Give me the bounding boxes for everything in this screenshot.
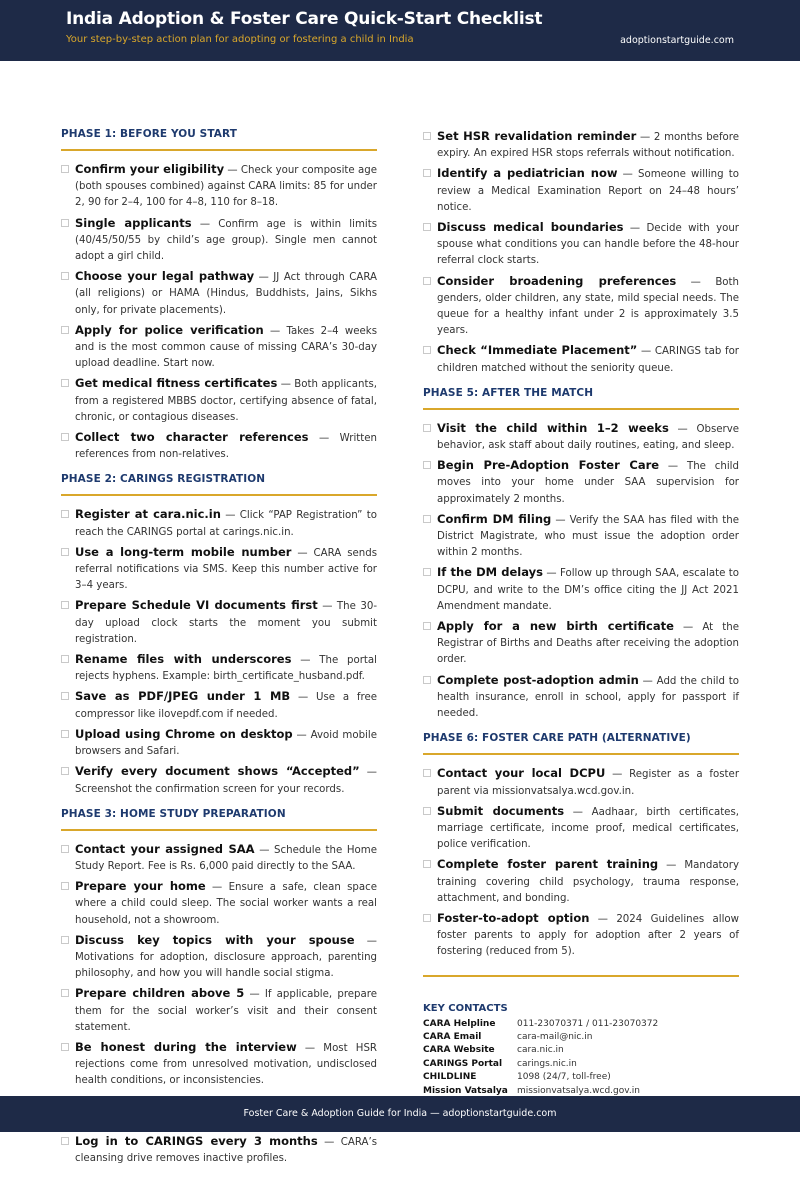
contact-row [423,1018,739,1031]
item-dash: — [668,423,697,435]
phase-title: PHASE 2: CARINGS REGISTRATION [61,473,377,496]
checkbox[interactable] [423,277,431,285]
checkbox[interactable] [423,132,431,140]
checklist-item [423,672,739,723]
item-text: Most HSR rejections come from unresolved motivation, undisclosed health conditions, or inconsistencies. [75,1042,378,1087]
item-dash: — [659,461,687,473]
item-dash: — [317,1136,341,1148]
contact-label: CARA Email [423,1031,482,1042]
item-text: Schedule the Home Study Report. Fee is Rs. 6,000 paid directly to the SAA. [75,844,377,872]
checkbox[interactable] [423,223,431,231]
item-dash: — [191,218,219,230]
phase-title: PHASE 6: FOSTER CARE PATH (ALTERNATIVE) [423,732,739,755]
phase-section [423,387,739,722]
checklist-item [423,219,739,270]
item-dash: — [359,767,377,779]
contact-value[interactable]: 1098 (24/7, toll-free) [517,1072,611,1083]
checklist-item [61,763,377,797]
item-text: The 30-day upload clock starts the moment you submit registration. [75,601,377,645]
item-lead: Register at cara.nic.in [75,507,221,522]
checkbox[interactable] [423,346,431,354]
checkbox[interactable] [61,219,69,227]
item-dash: — [244,989,265,1001]
checkbox[interactable] [61,882,69,890]
item-lead: Consider broadening preferences [437,273,677,288]
contact-value[interactable]: cara-mail@nic.in [517,1031,593,1042]
checklist-item [61,1039,377,1090]
item-text: Register as a foster parent via missionvatsalya.wcd.gov.in. [437,769,740,797]
checklist-item [423,765,739,799]
item-lead: Set HSR revalidation reminder [437,129,637,143]
item-text: CARA’s cleansing drive removes inactive profiles. [75,1136,377,1164]
checklist-item [61,651,377,685]
checklist-item [61,841,377,875]
item-text: Written references from non-relatives. [75,433,377,461]
contact-label: CHILDLINE [423,1072,477,1083]
item-lead: Discuss medical boundaries [437,220,624,235]
item-dash: — [636,132,654,143]
item-lead: Save as PDF/JPEG under 1 MB [75,689,291,704]
checkbox[interactable] [423,769,431,777]
left-column [61,128,377,1177]
checklist-item [61,878,377,929]
item-text: At the Registrar of Births and Deaths after receiving the adoption order. [437,622,740,666]
item-lead: Get medical fitness certificates [75,376,278,391]
item-dash: — [254,272,274,284]
item-lead: Prepare Schedule VI documents first [75,598,318,613]
item-lead: Confirm DM filing [437,511,552,526]
checklist-item [61,215,377,266]
contact-value[interactable]: cara.nic.in [517,1045,564,1056]
footer-text: Foster Care & Adoption Guide for India — adoptionstartguide.com [243,1108,557,1119]
checkbox[interactable] [61,548,69,556]
item-lead: Check “Immediate Placement” [437,343,638,358]
checklist-item [423,511,739,562]
checklist-item [423,457,739,508]
checkbox[interactable] [61,845,69,853]
item-text: Follow up through SAA, escalate to DCPU, and write to the DM’s office citing the JJ Act 2021 Amendment mandate. [437,568,739,612]
item-text: Mandatory training covering child psychology, trauma response, attachment, and bonding. [437,860,740,904]
item-text: Use a free compressor like ilovepdf.com if needed. [75,692,377,720]
checklist-item [61,1133,377,1167]
item-dash: — [277,379,295,391]
item-dash: — [292,729,311,741]
item-text: Motivations for adoption, disclosure approach, parenting philosophy, and how you will handle social stigma. [75,951,377,980]
item-lead: Prepare your home [75,879,206,894]
item-text: Both genders, older children, any state, mild special needs. The queue for a healthy infant under 2 is approximately 3.5 years. [437,276,739,337]
checklist-item [423,618,739,669]
checkbox[interactable] [423,914,431,922]
item-lead: Contact your local DCPU [437,766,606,781]
checklist-item [61,726,377,760]
item-text: Check your composite age (both spouses combined) against CARA limits: 85 for under 2, 90 for 2–4, 100 for 4–8, 110 for 8–18. [75,165,377,209]
item-lead: If the DM delays [437,565,543,580]
checklist-item [61,161,377,212]
checkbox[interactable] [423,515,431,523]
item-text: 2024 Guidelines allow foster parents to apply for adoption after 2 years of fostering (reduced from 5). [437,913,739,958]
contact-label: Mission Vatsalya [423,1085,508,1096]
item-text: Both applicants, from a registered MBBS doctor, certifying absence of fatal, chronic, or contagious diseases. [75,379,377,423]
item-lead: Complete post-adoption admin [437,672,639,687]
checkbox[interactable] [423,568,431,576]
checkbox[interactable] [423,807,431,815]
item-dash: — [617,169,639,181]
item-text: Someone willing to review a Medical Examination Report on 24–48 hours’ notice. [437,169,739,213]
checkbox[interactable] [61,936,69,944]
checklist-item [61,506,377,540]
checkbox[interactable] [61,1137,69,1145]
item-lead: Log in to CARINGS every 3 months [75,1133,318,1148]
contact-label: CARA Website [423,1045,495,1056]
checklist-item [61,268,377,319]
checklist-item [61,985,377,1036]
item-dash: — [623,223,647,235]
item-text: Ensure a safe, clean space where a child could sleep. The social worker wants a real household, not a showroom. [75,882,377,926]
checklist-item [423,128,739,162]
phase-section [61,808,377,1090]
checkbox[interactable] [61,655,69,663]
item-lead: Confirm your eligibility [75,162,225,176]
page-title: India Adoption & Foster Care Quick-Start Checklist [66,9,543,29]
item-dash: — [317,601,337,613]
checkbox[interactable] [61,510,69,518]
item-text: The portal rejects hyphens. Example: birth_certificate_husband.pdf. [75,655,377,683]
item-text: 2 months before expiry. An expired HSR stops referrals without notification. [437,132,740,160]
item-dash: — [638,675,657,687]
item-text: Takes 2–4 weeks and is the most common cause of missing CARA’s 30-day upload deadline. Start now. [75,325,378,370]
contact-row [423,1071,739,1084]
item-lead: Rename files with underscores [75,652,292,667]
key-contacts [423,977,739,1098]
phase-title: PHASE 1: BEFORE YOU START [61,128,377,151]
right-column [423,128,739,1118]
checklist-item [61,429,377,463]
checkbox[interactable] [61,692,69,700]
item-text: Screenshot the confirmation screen for your records. [75,783,345,795]
checkbox[interactable] [423,676,431,684]
item-dash: — [589,913,617,925]
item-lead: Apply for police verification [75,322,264,337]
item-lead: Foster-to-adopt option [437,910,590,925]
checkbox[interactable] [61,379,69,387]
item-text: Confirm age is within limits (40/45/50/55 by child’s age group). Single men cannot adopt a girl child. [75,218,378,263]
contacts-title: KEY CONTACTS [423,1002,508,1014]
item-lead: Begin Pre-Adoption Foster Care [437,458,660,473]
item-text: Observe behavior, ask staff about daily routines, eating, and sleep. [437,423,739,452]
checkbox[interactable] [61,1043,69,1051]
item-dash: — [542,568,560,580]
header-site-link[interactable]: adoptionstartguide.com [620,35,734,46]
page-footer [0,1096,800,1132]
contact-value[interactable]: carings.nic.in [517,1058,577,1069]
checklist-item [423,342,739,376]
page-header [0,0,800,61]
item-dash: — [290,692,316,704]
contacts-list [423,1018,739,1098]
checklist-item [423,910,739,961]
item-lead: Discuss key topics with your spouse [75,932,355,947]
item-text: Add the child to health insurance, enroll in school, apply for passport if needed. [437,675,740,720]
checklist-item [61,544,377,595]
contact-value[interactable]: 011-23070371 / 011-23070372 [517,1018,659,1029]
checklist-item [61,375,377,426]
item-lead: Choose your legal pathway [75,269,255,284]
phase-section [61,128,377,463]
checklist-item [61,688,377,722]
checkbox[interactable] [61,989,69,997]
checkbox[interactable] [61,326,69,334]
item-dash: — [205,882,229,894]
item-dash: — [551,514,570,526]
checkbox[interactable] [61,767,69,775]
phase-section [423,732,739,960]
item-lead: Verify every document shows “Accepted” [75,764,360,779]
item-lead: Complete foster parent training [437,857,659,872]
phase-section [423,128,739,377]
item-lead: Use a long-term mobile number [75,544,292,559]
item-lead: Submit documents [437,803,565,818]
item-text: Avoid mobile browsers and Safari. [75,729,377,758]
item-dash: — [308,433,340,445]
item-lead: Identify a pediatrician now [437,166,618,181]
checkbox[interactable] [61,601,69,609]
item-dash: — [354,935,377,947]
checklist-item [423,564,739,615]
phase-section [61,473,377,797]
item-lead: Single applicants [75,215,192,230]
checklist-item [61,322,377,373]
item-text: Decide with your spouse what conditions you can handle before the 48-hour referral clock starts. [437,223,739,267]
item-text: The child moves into your home under SAA supervision for approximately 2 months. [437,461,739,505]
checkbox[interactable] [61,433,69,441]
right-phases [423,128,739,961]
item-lead: Visit the child within 1–2 weeks [437,420,669,435]
checkbox[interactable] [423,424,431,432]
phase-title: PHASE 5: AFTER THE MATCH [423,387,739,410]
checklist-item [423,273,739,340]
item-text: Click “PAP Registration” to reach the CARINGS portal at carings.nic.in. [75,510,377,538]
item-lead: Upload using Chrome on desktop [75,726,293,741]
item-text: Verify the SAA has filed with the District Magistrate, who must issue the adoption order within 2 months. [437,514,740,559]
checkbox[interactable] [423,169,431,177]
checklist-item [61,932,377,983]
checklist-item [423,856,739,907]
item-dash: — [291,655,320,667]
item-dash: — [254,844,275,856]
item-dash: — [296,1042,324,1054]
item-dash: — [637,346,655,358]
contact-row [423,1044,739,1057]
item-lead: Collect two character references [75,430,309,445]
contact-label: CARA Helpline [423,1018,496,1029]
checkbox[interactable] [61,165,69,173]
item-dash: — [224,165,241,176]
item-lead: Apply for a new birth certificate [437,619,674,634]
item-text: JJ Act through CARA (all religions) or HAMA (Hindus, Buddhists, Jains, Sikhs only, for private placements). [75,272,377,316]
item-dash: — [220,510,240,522]
checkbox[interactable] [423,622,431,630]
item-text: Aadhaar, birth certificates, marriage certificate, income proof, medical certificates, police verification. [437,806,739,851]
checklist-item [61,597,377,648]
checklist-item [423,165,739,216]
checkbox[interactable] [61,730,69,738]
checklist-item [423,420,739,454]
contact-row [423,1031,739,1044]
item-lead: Contact your assigned SAA [75,841,255,856]
checkbox[interactable] [61,272,69,280]
item-dash: — [605,769,630,781]
item-dash: — [676,276,716,288]
phase-title: PHASE 3: HOME STUDY PREPARATION [61,808,377,831]
checklist-item [423,803,739,854]
item-lead: Prepare children above 5 [75,986,245,1001]
contact-label: CARINGS Portal [423,1058,503,1069]
checkbox[interactable] [423,461,431,469]
item-lead: Be honest during the interview [75,1039,297,1054]
item-dash: — [291,547,314,559]
item-text: CARINGS tab for children matched without the seniority queue. [437,346,739,374]
checkbox[interactable] [423,860,431,868]
item-text: If applicable, prepare them for the social worker’s visit and their consent statement. [75,989,377,1033]
item-text: CARA sends referral notifications via SMS. Keep this number active for 3–4 years. [75,547,378,592]
item-dash: — [658,860,685,872]
item-dash: — [673,622,703,634]
contact-value[interactable]: missionvatsalya.wcd.gov.in [517,1085,640,1096]
item-dash: — [263,325,287,337]
item-dash: — [564,806,592,818]
contact-row [423,1058,739,1071]
page-subtitle: Your step-by-step action plan for adopting or fostering a child in India [66,34,414,45]
